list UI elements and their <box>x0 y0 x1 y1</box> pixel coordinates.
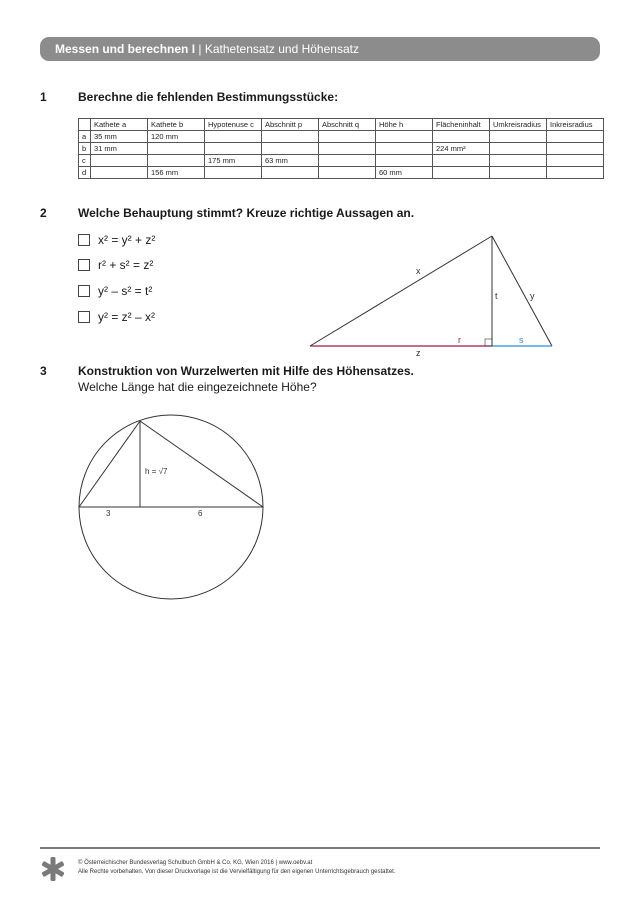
table-cell: 35 mm <box>91 131 148 143</box>
label-s: s <box>519 335 524 345</box>
label-r: r <box>458 335 461 345</box>
table-header-cell: Kathete b <box>148 119 205 131</box>
table-cell: c <box>79 155 91 167</box>
table-header-cell: Abschnitt q <box>319 119 376 131</box>
table-cell: b <box>79 143 91 155</box>
table-cell: 224 mm² <box>433 143 490 155</box>
option-formula: r² + s² = z² <box>98 258 154 272</box>
table-cell: d <box>79 167 91 179</box>
table-header-cell: Abschnitt p <box>262 119 319 131</box>
table-cell: 63 mm <box>262 155 319 167</box>
table-cell: 120 mm <box>148 131 205 143</box>
label-z: z <box>416 348 421 358</box>
footer-copyright: © Österreichischer Bundesverlag Schulbuch GmbH & Co. KG, Wien 2016 | www.oebv.at <box>78 860 313 866</box>
table-header-cell: Flächeninhalt <box>433 119 490 131</box>
table-header-cell: Höhe h <box>376 119 433 131</box>
task3-subtitle: Welche Länge hat die eingezeichnete Höhe? <box>78 380 317 394</box>
height-label: h = √7 <box>145 467 168 476</box>
label-y: y <box>530 291 535 301</box>
table-cell: 175 mm <box>205 155 262 167</box>
segment-left-label: 3 <box>106 509 111 518</box>
table-header-cell: Kathete a <box>91 119 148 131</box>
segment-right-label: 6 <box>198 509 203 518</box>
label-t: t <box>495 291 498 301</box>
triangle-right-side <box>140 421 263 507</box>
option-formula: x² = y² + z² <box>98 233 156 247</box>
table-cell: 60 mm <box>376 167 433 179</box>
task3-title: Konstruktion von Wurzelwerten mit Hilfe des Höhensatzes. <box>78 364 414 378</box>
task2-title: Welche Behauptung stimmt? Kreuze richtige Aussagen an. <box>78 206 415 220</box>
task2-number: 2 <box>40 206 47 220</box>
task1-title: Berechne die fehlenden Bestimmungsstücke: <box>78 90 339 104</box>
header-title: Kathetensatz und Höhensatz <box>204 42 359 56</box>
header-separator: | <box>195 42 205 56</box>
table-header-cell: Hypotenuse c <box>205 119 262 131</box>
footer-rights: Alle Rechte vorbehalten. Von dieser Druckvorlage ist die Vervielfältigung für den eigenen Unterrichtsgebrauch gestattet. <box>78 869 396 875</box>
label-x: x <box>416 266 421 276</box>
option-formula: y² = z² – x² <box>98 310 156 324</box>
table-cell: a <box>79 131 91 143</box>
publisher-logo-icon <box>40 856 66 882</box>
task3-number: 3 <box>40 364 47 378</box>
header-title-bold: Messen und berechnen I <box>55 42 196 56</box>
option-formula: y² – s² = t² <box>98 284 153 298</box>
table-header-cell: Umkreisradius <box>490 119 547 131</box>
table-cell: 156 mm <box>148 167 205 179</box>
task1-number: 1 <box>40 90 47 104</box>
table-header-cell: Inkreisradius <box>547 119 604 131</box>
table-cell: 31 mm <box>91 143 148 155</box>
footer-divider <box>40 847 600 849</box>
triangle-left-side <box>79 421 140 507</box>
